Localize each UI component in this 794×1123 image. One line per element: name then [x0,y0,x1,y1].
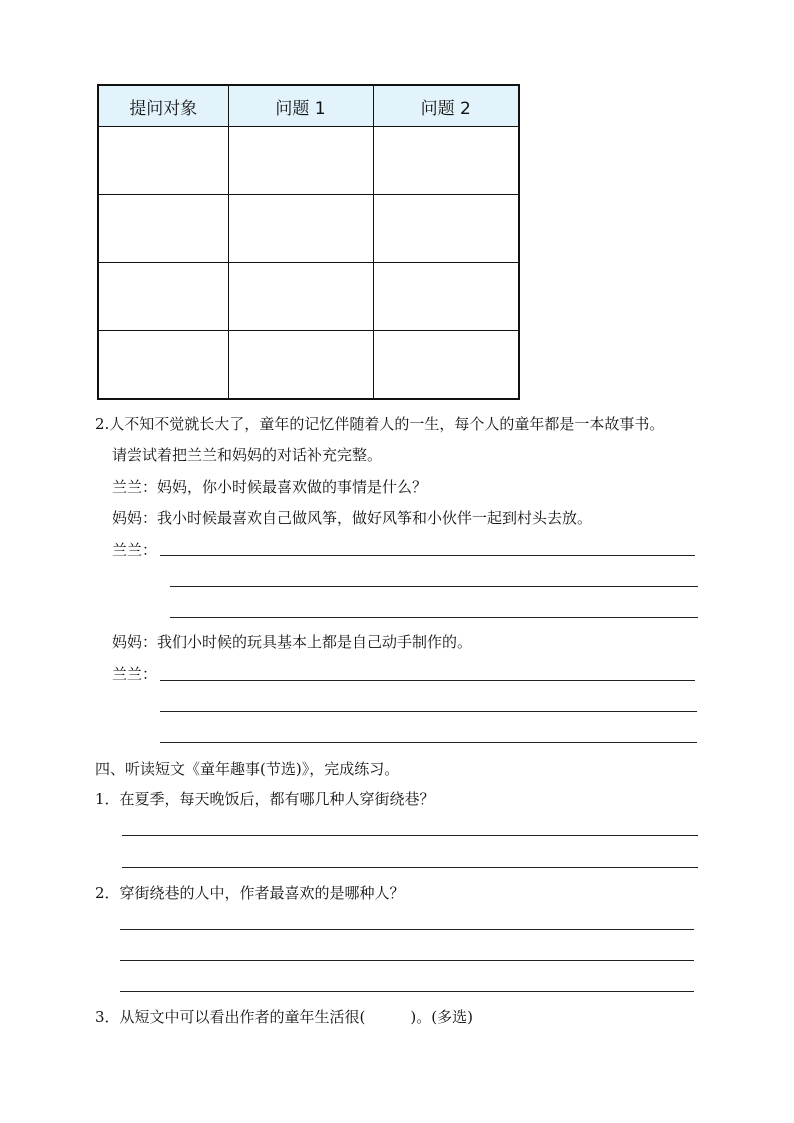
table-header-cell: 问题 2 [373,85,519,127]
answer-line[interactable] [122,867,698,868]
table-cell[interactable] [98,331,228,400]
question-table [97,84,520,400]
dialog-lanlan-question: 兰兰：妈妈，你小时候最喜欢做的事情是什么？ [112,478,428,496]
table-header-cell: 问题 1 [228,85,373,127]
answer-line[interactable] [160,680,695,681]
table-cell[interactable] [373,127,519,195]
q2-text-line-1: 2.人不知不觉就长大了，童年的记忆伴随着人的一生，每个人的童年都是一本故事书。 [95,415,665,433]
table-cell[interactable] [98,263,228,331]
answer-line[interactable] [170,586,698,587]
answer-line[interactable] [160,711,697,712]
answer-line[interactable] [120,960,694,961]
answer-line[interactable] [160,555,695,556]
answer-line[interactable] [160,742,697,743]
speaker-label-lanlan: 兰兰： [112,665,158,683]
table-cell[interactable] [373,263,519,331]
table-row [98,127,519,195]
dialog-mama-statement: 妈妈：我们小时候的玩具基本上都是自己动手制作的。 [112,633,473,651]
table-row [98,195,519,263]
answer-line[interactable] [120,929,694,930]
question-3: 3．从短文中可以看出作者的童年生活很( )。(多选) [95,1008,473,1026]
speaker-label-lanlan: 兰兰： [112,541,158,559]
table-cell[interactable] [228,195,373,263]
table-header-row [98,85,519,127]
table-cell[interactable] [373,331,519,400]
answer-line[interactable] [120,991,694,992]
dialog-mama-answer: 妈妈：我小时候最喜欢自己做风筝，做好风筝和小伙伴一起到村头去放。 [112,509,593,527]
table-cell[interactable] [228,127,373,195]
table-header-cell: 提问对象 [98,85,228,127]
answer-line[interactable] [170,617,698,618]
table-cell[interactable] [98,195,228,263]
answer-line[interactable] [122,835,698,836]
table-row [98,331,519,400]
table-cell[interactable] [228,263,373,331]
table-cell[interactable] [98,127,228,195]
q2-text-line-2: 请尝试着把兰兰和妈妈的对话补充完整。 [112,446,383,464]
table-row [98,263,519,331]
question-2: 2．穿街绕巷的人中，作者最喜欢的是哪种人？ [95,884,405,902]
table-cell[interactable] [228,331,373,400]
section-heading: 四、听读短文《童年趣事(节选)》，完成练习。 [95,760,400,778]
table-cell[interactable] [373,195,519,263]
question-1: 1．在夏季，每天晚饭后，都有哪几种人穿街绕巷？ [95,790,435,808]
